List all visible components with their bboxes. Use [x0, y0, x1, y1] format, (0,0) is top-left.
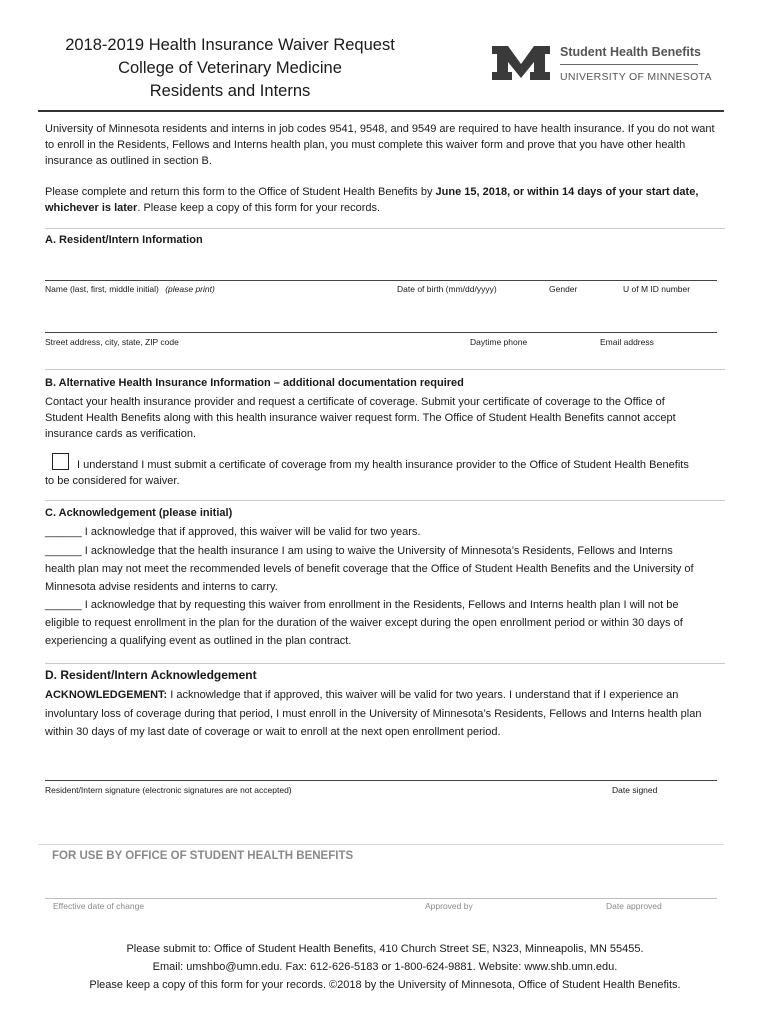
name-field-label [45, 284, 215, 295]
id-field-label: U of M ID number [623, 284, 691, 294]
office-use-title: FOR USE BY OFFICE OF STUDENT HEALTH BENEFITS [52, 850, 354, 862]
section-divider-a [45, 228, 725, 229]
university-m-logo-icon [490, 44, 552, 82]
name-row-line[interactable] [45, 280, 717, 281]
deadline-text-end: . Please keep a copy of this form for your records. [137, 202, 381, 214]
effective-date-label: Effective date of change [53, 901, 145, 911]
email-field-label: Email address [600, 337, 654, 347]
ack-lead: ACKNOWLEDGEMENT: [45, 689, 168, 701]
footer [40, 940, 730, 994]
section-c-title: C. Acknowledgement (please initial) [45, 507, 233, 519]
intro-paragraph: University of Minnesota residents and interns in job codes 9541, 9548, and 9549 are required to have health insurance. If you do not want to enroll in the Residents, Fellows and Interns health plan, you must complete this waiver form and prove that you have other health insurance as outlined in section B. [45, 123, 715, 167]
phone-field-label: Daytime phone [470, 337, 528, 347]
ack-text-3: I acknowledge that by requesting this waiver from enrollment in the Residents, Fellows and Interns health plan I will not be eligible to request enrollment in the plan for the duration of the waiver except during the open enrollment period or within 30 days of experiencing a qualifying event as outlined in the plan contract. [45, 599, 683, 647]
date-approved-label: Date approved [606, 901, 662, 911]
section-b-title: B. Alternative Health Insurance Information – additional documentation required [45, 377, 464, 389]
office-divider [38, 844, 724, 845]
ack-item-2 [45, 542, 705, 596]
logo-subtitle: UNIVERSITY OF MINNESOTA [560, 71, 712, 83]
approved-by-label: Approved by [425, 901, 473, 911]
deadline-text-start: Please complete and return this form to the Office of Student Health Benefits by [45, 186, 436, 198]
footer-copyright: Please keep a copy of this form for your records. ©2018 by the University of Minnesota, Office of Student Health Benefits. [89, 979, 681, 991]
address-row-line[interactable] [45, 332, 717, 333]
office-fields-line [45, 898, 717, 899]
address-field-label: Street address, city, state, ZIP code [45, 337, 179, 347]
section-a-title: A. Resident/Intern Information [45, 234, 203, 246]
ack-text-2: I acknowledge that the health insurance I am using to waive the University of Minnesota’s Residents, Fellows and Interns health plan may not meet the recommended levels of benefit coverage that the Office of Student Health Benefits and the University of Minnesota advise residents and interns to carry. [45, 545, 694, 593]
name-hint: (please print) [165, 284, 215, 294]
signature-label: Resident/Intern signature (electronic signatures are not accepted) [45, 785, 292, 795]
deadline-date: June 15, 2018, or within 14 days of your start date, whichever is later [45, 186, 699, 214]
ack-initial-blank-2[interactable]: ______ [45, 545, 82, 557]
section-d-title: D. Resident/Intern Acknowledgement [45, 668, 257, 682]
form-title [30, 34, 430, 103]
date-signed-label: Date signed [612, 785, 658, 795]
header-divider [38, 110, 724, 112]
logo-title: Student Health Benefits [560, 45, 701, 59]
university-logo [490, 44, 730, 84]
section-d-body [45, 686, 715, 742]
deadline-paragraph [45, 184, 725, 216]
ack-initial-blank-1[interactable]: ______ [45, 526, 82, 538]
logo-divider [560, 64, 698, 65]
section-divider-c [45, 500, 725, 501]
section-b-body: Contact your health insurance provider and request a certificate of coverage. Submit your certificate of coverage to the Office of Student Health Benefits along with this health insurance waiver request form. The Office of Student Health Benefits cannot accept insurance cards as verification. [45, 396, 676, 440]
dob-field-label: Date of birth (mm/dd/yyyy) [397, 284, 497, 294]
ack-text-1: I acknowledge that if approved, this waiver will be valid for two years. [81, 526, 421, 538]
ack-initial-blank-3[interactable]: ______ [45, 599, 82, 611]
title-line-1: 2018-2019 Health Insurance Waiver Request [65, 36, 395, 54]
ack-item-1 [45, 524, 705, 540]
footer-contact: Email: umshbo@umn.edu. Fax: 612-626-5183 or 1-800-624-9881. Website: www.shb.umn.edu. [152, 961, 618, 973]
title-line-2: College of Veterinary Medicine [118, 59, 342, 77]
signature-line[interactable] [45, 780, 717, 781]
section-divider-b [45, 369, 725, 370]
footer-address: Please submit to: Office of Student Health Benefits, 410 Church Street SE, N323, Minneapolis, MN 55455. [126, 943, 644, 955]
certificate-checkbox-label: I understand I must submit a certificate of coverage from my health insurance provider to the Office of Student Health Benefits to be considered for waiver. [45, 459, 689, 487]
title-line-3: Residents and Interns [149, 82, 311, 100]
ack-body: I acknowledge that if approved, this waiver will be valid for two years. I understand that if I experience an involuntary loss of coverage during that period, I must enroll in the University of Minnesota’s Residents, Fellows and Interns health plan within 30 days of my last date of coverage or wait to enroll at the next open enrollment period. [45, 689, 702, 738]
section-divider-d [45, 663, 725, 664]
name-label: Name (last, first, middle initial) [45, 284, 159, 294]
ack-item-3 [45, 596, 710, 650]
gender-field-label: Gender [549, 284, 578, 294]
